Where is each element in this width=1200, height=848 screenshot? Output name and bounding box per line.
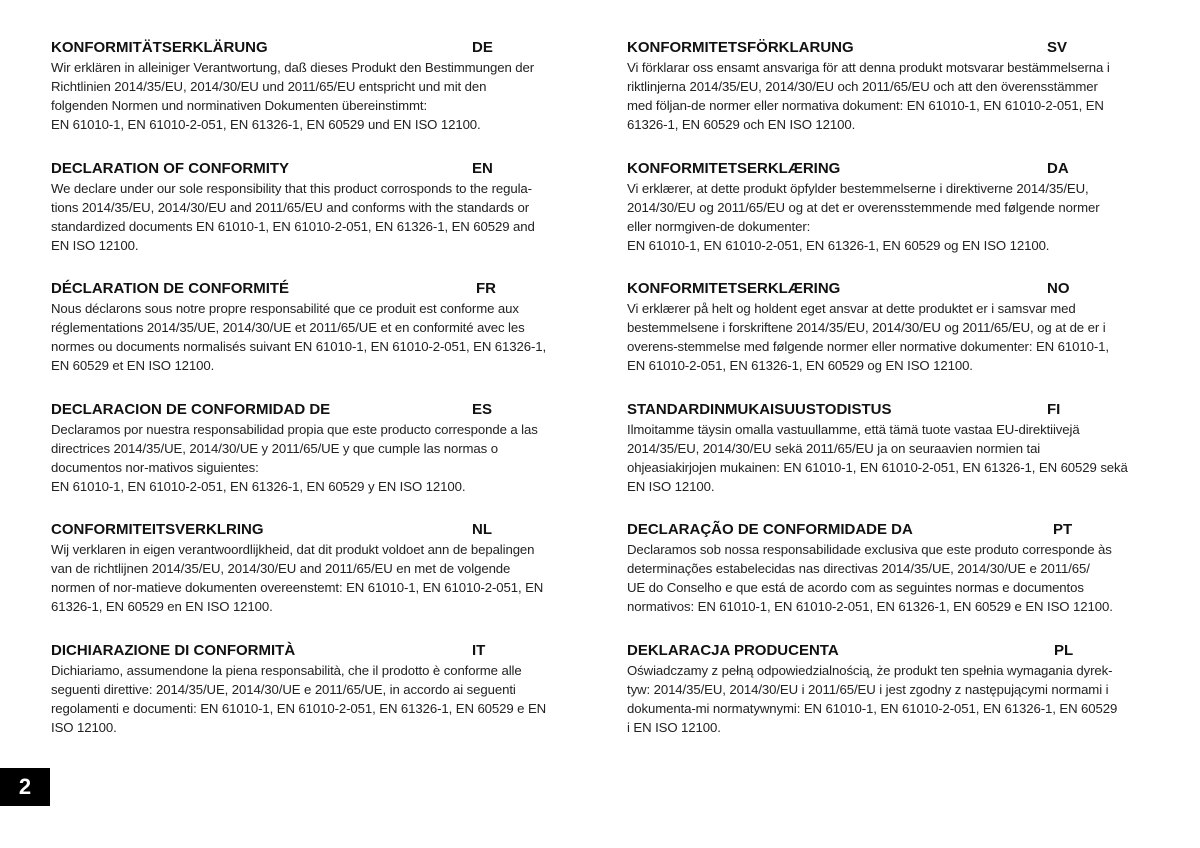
section-title: DECLARATION OF CONFORMITY (51, 159, 290, 177)
language-code: FR (476, 280, 496, 297)
section-title: DECLARAÇÃO DE CONFORMIDADE DA (627, 521, 913, 538)
language-code: DE (472, 39, 493, 56)
section-title: STANDARDINMUKAISUUSTODISTUS (627, 400, 892, 418)
language-code: DA (1047, 159, 1069, 177)
section-title: KONFORMITETSERKLÆRING (627, 159, 841, 177)
section-text: Vi erklærer på helt og holdent eget ansvar at dette produktet er i samsvar med bestemmelsene i forskriftene 2014/35/EU, 2014/30/EU og 2011/65/EU, og at de er i overens-stemmelse med følgende normer eller normative dokumenter: EN 61010-1, EN 61010-2-051, EN 61326-1, EN 60529 og EN ISO 12100. (627, 301, 1109, 373)
section-pt (627, 520, 1165, 616)
section-title: DICHIARAZIONE DI CONFORMITÀ (51, 641, 296, 659)
section-text: Wij verklaren in eigen verantwoordlijkheid, dat dit produkt voldoet ann de bepalingen van de richtlijnen 2014/35/EU, 2014/30/EU and 2011/65/EU en met de volgende normen of nor-matieve dokumenten overeenstemt: EN 61010-1, EN 61010-2-051, EN 61326-1, EN 60529 en EN ISO 12100. (51, 542, 544, 614)
page-number: 2 (0, 768, 50, 806)
section-de (51, 38, 589, 134)
section-text: Oświadczamy z pełną odpowiedzialnością, że produkt ten spełnia wymagania dyrek- tyw: 2014/35/EU, 2014/30/EU i 2011/65/EU i jest zgodny z następującymi normami i dokumenta-mi normatywnymi: EN 61010-1, EN 61010-2-051, EN 61326-1, EN 60529 i EN ISO 12100. (627, 662, 1118, 735)
language-code: ES (472, 400, 493, 418)
language-code: EN (472, 159, 493, 177)
section-title: KONFORMITETSFÖRKLARUNG (627, 39, 854, 56)
language-code: PT (1053, 521, 1073, 538)
section-text: Wir erklären in alleiniger Verantwortung, daß dieses Produkt den Bestimmungen der Richtlinien 2014/35/EU, 2014/30/EU und 2011/65/EU entspricht und mit den folgenden Normen und norminativen Dokumenten übereinstimmt: EN 61010-1, EN 61010-2-051, EN 61326-1, EN 60529 und EN ISO 12100. (51, 60, 535, 132)
section-title: CONFORMITEITSVERKLRING (51, 521, 264, 538)
language-code: NL (472, 521, 492, 538)
section-text: Vi erklærer, at dette produkt öpfylder bestemmelserne i direktiverne 2014/35/EU, 2014/30/EU og 2011/65/EU og at det er overensstemmende med følgende normer eller normgiven-de dokumenter: EN 61010-1, EN 61010-2-051, EN 61326-1, EN 60529 og EN ISO 12100. (627, 180, 1100, 253)
section-text: Declaramos por nuestra responsabilidad propia que este producto corresponde a las directrices 2014/35/UE, 2014/30/UE y 2011/65/UE y que cumple las normas o documentos nor-mativos siguientes: EN 61010-1, EN 61010-2-051, EN 61326-1, EN 60529 y EN ISO 12100. (51, 421, 538, 494)
section-title: DÉCLARATION DE CONFORMITÉ (51, 280, 290, 297)
language-code: IT (472, 641, 486, 659)
section-da (627, 159, 1165, 255)
section-sv (627, 38, 1165, 134)
section-title: KONFORMITÄTSERKLÄRUNG (51, 39, 268, 56)
section-fr (51, 279, 589, 375)
section-es (51, 400, 589, 496)
section-text: Nous déclarons sous notre propre responsabilité que ce produit est conforme aux réglementations 2014/35/UE, 2014/30/UE et 2011/65/UE et en conformité avec les normes ou documents normalisés suivant EN 61010-1, EN 61010-2-051, EN 61326-1, EN 60529 et EN ISO 12100. (51, 301, 547, 373)
section-fi (627, 400, 1165, 496)
section-text: Declaramos sob nossa responsabilidade exclusiva que este produto corresponde às determinações estabelecidas nas directivas 2014/35/UE, 2014/30/UE e 2011/65/ UE do Conselho e que está de acordo com as seguintes normas e documentos normativos: EN 61010-1, EN 61010-2-051, EN 61326-1, EN 60529 e EN ISO 12100. (627, 542, 1113, 614)
section-pl (627, 641, 1165, 737)
section-title: KONFORMITETSERKLÆRING (627, 280, 841, 297)
language-code: PL (1054, 641, 1074, 659)
language-code: SV (1047, 39, 1068, 56)
section-it (51, 641, 589, 737)
section-text: Dichiariamo, assumendone la piena responsabilità, che il prodotto è conforme alle seguenti direttive: 2014/35/UE, 2014/30/UE e 2011/65/UE, in accordo ai seguenti regolamenti e documenti: EN 61010-1, EN 61010-2-051, EN 61326-1, EN 60529 e EN ISO 12100. (51, 662, 547, 735)
section-text: Vi förklarar oss ensamt ansvariga för att denna produkt motsvarar bestämmelserna i riktlinjerna 2014/35/EU, 2014/30/EU och 2011/65/EU och att den överensstämmer med följan-de normer eller normativa dokument: EN 61010-1, EN 61010-2-051, EN 61326-1, EN 60529 och EN ISO 12100. (627, 60, 1110, 132)
section-text: Ilmoitamme täysin omalla vastuullamme, että tämä tuote vastaa EU-direktiivejä 2014/35/EU, 2014/30/EU sekä 2011/65/EU ja on seuraavien normien tai ohjeasiakirjojen mukainen: EN 61010-1, EN 61010-2-051, EN 61326-1, EN 60529 sekä EN ISO 12100. (627, 421, 1128, 494)
language-code: NO (1047, 280, 1070, 297)
section-text: We declare under our sole responsibility that this product corrosponds to the regula- tions 2014/35/EU, 2014/30/EU and 2011/65/EU and conforms with the standards or standardized documents EN 61010-1, EN 61010-2-051, EN 61326-1, EN 60529 and EN ISO 12100. (51, 180, 535, 253)
left-column (51, 38, 589, 761)
right-column (627, 38, 1165, 761)
language-code: FI (1047, 400, 1061, 418)
section-nl (51, 520, 589, 616)
section-en (51, 159, 589, 255)
section-no (627, 279, 1165, 375)
section-title: DECLARACION DE CONFORMIDAD DE (51, 400, 331, 418)
section-title: DEKLARACJA PRODUCENTA (627, 641, 839, 659)
